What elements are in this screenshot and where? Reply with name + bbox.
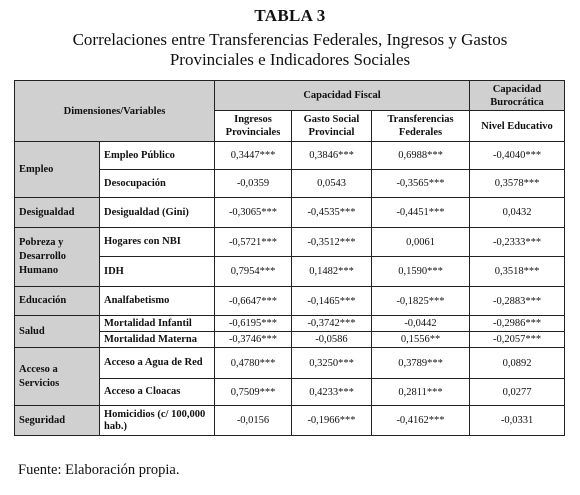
table-cell: 0,0061 xyxy=(372,228,470,257)
table-cell: -0,4451*** xyxy=(372,198,470,228)
table-row xyxy=(15,287,565,316)
variable-label: Acceso a Agua de Red xyxy=(100,348,215,379)
table-cell: -0,4162*** xyxy=(372,406,470,436)
header-nivel-educativo: Nivel Educativo xyxy=(470,111,565,142)
table-cell: 0,1482*** xyxy=(292,257,372,287)
table-cell: -0,0331 xyxy=(470,406,565,436)
table-cell: -0,3746*** xyxy=(215,332,292,348)
table-cell: 0,0277 xyxy=(470,379,565,406)
table-cell: -0,3742*** xyxy=(292,316,372,332)
table-cell: -0,6195*** xyxy=(215,316,292,332)
table-cell: -0,1966*** xyxy=(292,406,372,436)
table-cell: 0,3447*** xyxy=(215,142,292,170)
variable-label: Analfabetismo xyxy=(100,287,215,316)
table-cell: -0,0442 xyxy=(372,316,470,332)
source-note: Fuente: Elaboración propia. xyxy=(18,462,180,478)
dimension-educacion: Educación xyxy=(15,287,100,316)
table-cell: 0,3578*** xyxy=(470,170,565,198)
header-ingresos: Ingresos Provinciales xyxy=(215,111,292,142)
table-cell: 0,3789*** xyxy=(372,348,470,379)
variable-label: Hogares con NBI xyxy=(100,228,215,257)
dimension-salud: Salud xyxy=(15,316,100,348)
table-cell: -0,0156 xyxy=(215,406,292,436)
table-cell: -0,1825*** xyxy=(372,287,470,316)
table-cell: 0,6988*** xyxy=(372,142,470,170)
table-row xyxy=(15,316,565,332)
header-dimensions-variables: Dimensiones/Variables xyxy=(15,81,215,142)
variable-label: IDH xyxy=(100,257,215,287)
table-cell: -0,2333*** xyxy=(470,228,565,257)
table-cell: 0,0543 xyxy=(292,170,372,198)
table-cell: -0,2883*** xyxy=(470,287,565,316)
header-gasto-social: Gasto Social Provincial xyxy=(292,111,372,142)
table-cell: 0,4780*** xyxy=(215,348,292,379)
table-cell: -0,2057*** xyxy=(470,332,565,348)
table-cell: 0,3250*** xyxy=(292,348,372,379)
table-cell: -0,3065*** xyxy=(215,198,292,228)
table-cell: 0,1590*** xyxy=(372,257,470,287)
table-title: TABLA 3 xyxy=(254,6,326,25)
table-row xyxy=(15,348,565,379)
table-cell: 0,2811*** xyxy=(372,379,470,406)
variable-label: Mortalidad Materna xyxy=(100,332,215,348)
table-cell: -0,6647*** xyxy=(215,287,292,316)
table-cell: -0,0586 xyxy=(292,332,372,348)
table-row xyxy=(15,406,565,436)
dimension-acceso: Acceso a Servicios xyxy=(15,348,100,406)
variable-label: Empleo Público xyxy=(100,142,215,170)
table-cell: -0,3565*** xyxy=(372,170,470,198)
header-capacidad-burocratica: Capacidad Burocrática xyxy=(470,81,565,111)
table-cell: 0,0892 xyxy=(470,348,565,379)
dimension-desigualdad: Desigualdad xyxy=(15,198,100,228)
table-cell: 0,7954*** xyxy=(215,257,292,287)
table-cell: -0,4535*** xyxy=(292,198,372,228)
subtitle-line-2: Provinciales e Indicadores Sociales xyxy=(169,50,411,69)
dimension-pobreza: Pobreza y Desarrollo Humano xyxy=(15,228,100,287)
subtitle-line-1: Correlaciones entre Transferencias Federales, Ingresos y Gastos xyxy=(72,30,508,49)
variable-label: Desigualdad (Gini) xyxy=(100,198,215,228)
table-cell: -0,4040*** xyxy=(470,142,565,170)
table-cell: -0,1465*** xyxy=(292,287,372,316)
table-cell: -0,2986*** xyxy=(470,316,565,332)
table-cell: 0,1556** xyxy=(372,332,470,348)
variable-label: Mortalidad Infantil xyxy=(100,316,215,332)
variable-label: Desocupación xyxy=(100,170,215,198)
table-cell: -0,5721*** xyxy=(215,228,292,257)
table-row xyxy=(15,198,565,228)
header-transferencias: Transferencias Federales xyxy=(372,111,470,142)
variable-label: Homicidios (c/ 100,000 hab.) xyxy=(100,406,215,436)
dimension-empleo: Empleo xyxy=(15,142,100,198)
header-capacidad-fiscal: Capacidad Fiscal xyxy=(215,81,470,111)
dimension-seguridad: Seguridad xyxy=(15,406,100,436)
table-cell: -0,3512*** xyxy=(292,228,372,257)
table-cell: 0,0432 xyxy=(470,198,565,228)
table-subtitle xyxy=(40,30,540,70)
table-cell: -0,0359 xyxy=(215,170,292,198)
table-cell: 0,7509*** xyxy=(215,379,292,406)
table-cell: 0,3846*** xyxy=(292,142,372,170)
correlations-table xyxy=(14,80,565,436)
table-row xyxy=(15,142,565,170)
table-cell: 0,4233*** xyxy=(292,379,372,406)
table-cell: 0,3518*** xyxy=(470,257,565,287)
table-row xyxy=(15,228,565,257)
variable-label: Acceso a Cloacas xyxy=(100,379,215,406)
